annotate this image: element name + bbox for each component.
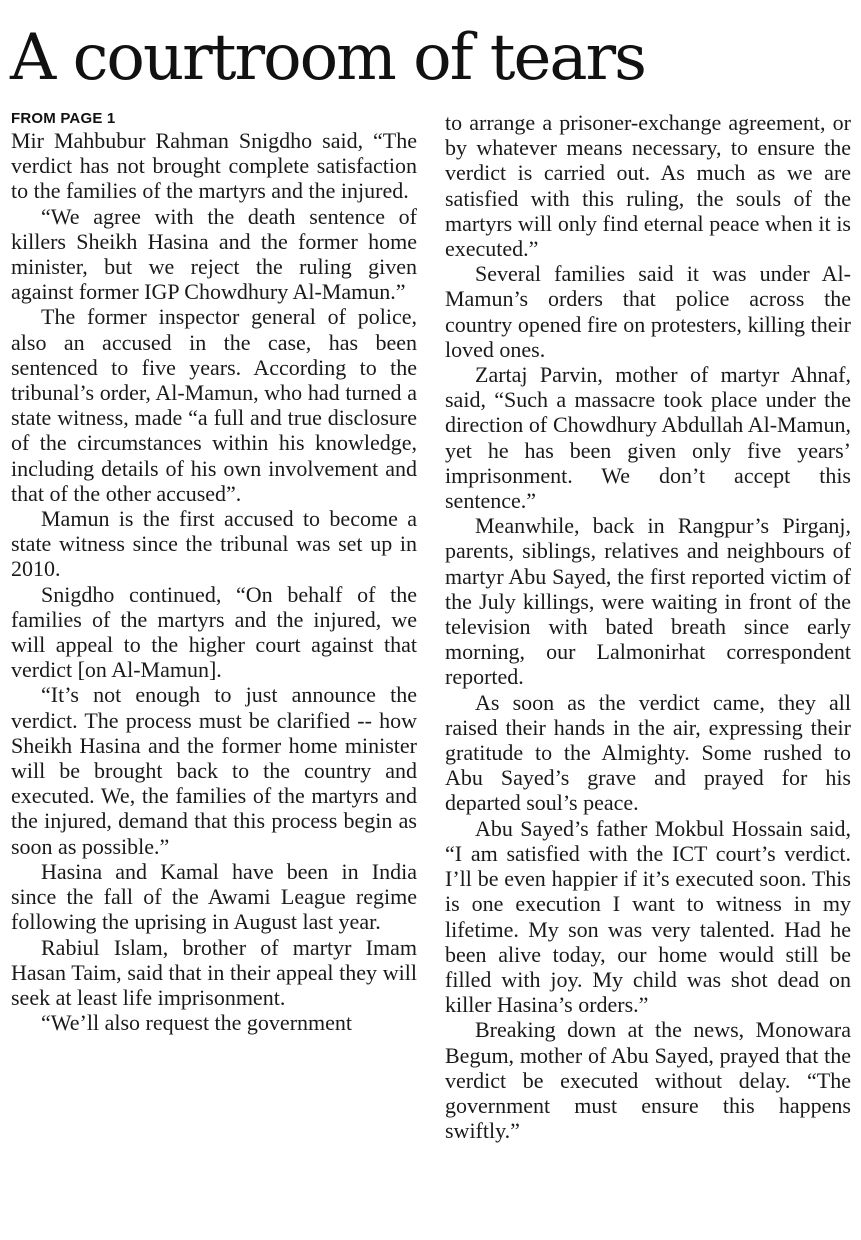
article-paragraph: Breaking down at the news, Monowara Begum, mother of Abu Sayed, prayed that the verdict be executed without delay. “The government must ensure this happens swiftly.”	[445, 1017, 851, 1144]
continuation-kicker: FROM PAGE 1	[11, 110, 116, 127]
article-paragraph: Hasina and Kamal have been in India since the fall of the Awami League regime following the uprising in August last year.	[11, 858, 417, 935]
article-paragraph: As soon as the verdict came, they all raised their hands in the air, expressing their gratitude to the Almighty. Some rushed to Abu Sayed’s grave and prayed for his departed soul’s peace.	[445, 689, 851, 816]
article-paragraph: Meanwhile, back in Rangpur’s Pirganj, parents, siblings, relatives and neighbours of martyr Abu Sayed, the first reported victim of the July killings, were waiting in front of the television with bated breath since early morning, our Lalmonirhat correspondent reported.	[445, 513, 851, 690]
article-paragraph: to arrange a prisoner-exchange agreement, or by whatever means necessary, to ensure the verdict is carried out. As much as we are satisfied with this ruling, the souls of the martyrs will only find eternal peace when it is executed.”	[445, 110, 851, 262]
article-paragraph: Mir Mahbubur Rahman Snigdho said, “The verdict has not brought complete satisfaction to the families of the martyrs and the injured.	[11, 128, 417, 204]
article-paragraph: The former inspector general of police, also an accused in the case, has been sentenced to five years. According to the tribunal’s order, Al-Mamun, who had turned a state witness, made “a full and true disclosure of the circumstances within his knowledge, including details of his own involvement and that of the other accused”.	[11, 304, 417, 506]
article-headline: A courtroom of tears	[10, 21, 645, 95]
article-paragraph: Rabiul Islam, brother of martyr Imam Hasan Taim, said that in their appeal they will seek at least life imprisonment.	[11, 934, 417, 1010]
article-column-left	[11, 110, 417, 1035]
article-paragraph: Snigdho continued, “On behalf of the families of the martyrs and the injured, we will appeal to the higher court against that verdict [on Al-Mamun].	[11, 581, 417, 683]
article-paragraph: Abu Sayed’s father Mokbul Hossain said, “I am satisfied with the ICT court’s verdict. I’ll be even happier if it’s executed soon. This is one execution I want to witness in my lifetime. My son was very talented. Had he been alive today, our home would still be filled with joy. My child was shot dead on killer Hasina’s orders.”	[445, 815, 851, 1018]
article-column-right	[445, 110, 851, 1143]
article-paragraph: Zartaj Parvin, mother of martyr Ahnaf, said, “Such a massacre took place under the direction of Chowdhury Abdullah Al-Mamun, yet he has been given only five years’ imprisonment. We don’t accept this sentence.”	[445, 362, 851, 514]
article-paragraph: Mamun is the first accused to become a state witness since the tribunal was set up in 2010.	[11, 506, 417, 582]
article-paragraph: Several families said it was under Al-Mamun’s orders that police across the country opened fire on protesters, killing their loved ones.	[445, 261, 851, 362]
article-paragraph: “We’ll also request the government	[41, 1010, 353, 1036]
article-paragraph: “We agree with the death sentence of killers Sheikh Hasina and the former home minister, but we reject the ruling given against former IGP Chowdhury Al-Mamun.”	[11, 203, 417, 305]
article-paragraph: “It’s not enough to just announce the verdict. The process must be clarified -- how Sheikh Hasina and the former home minister will be brought back to the country and executed. We, the families of the martyrs and the injured, demand that this process begin as soon as possible.”	[11, 682, 417, 859]
